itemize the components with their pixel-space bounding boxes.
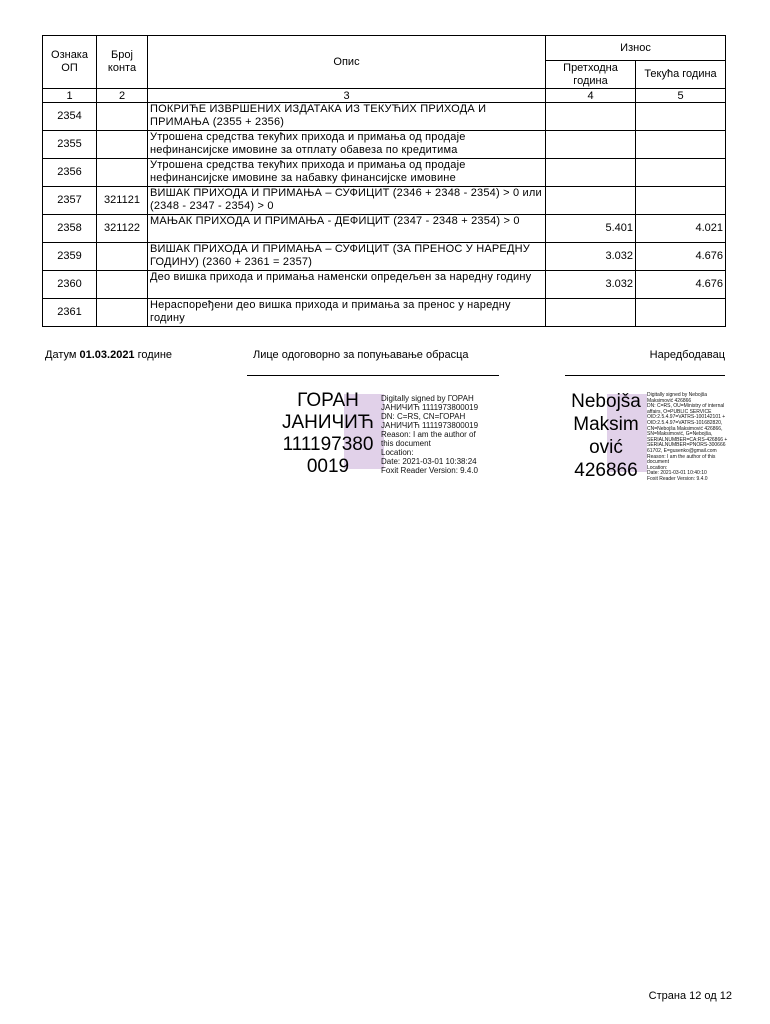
row-curr	[636, 299, 726, 327]
index-cell: 1	[43, 89, 97, 103]
row-desc: ВИШАК ПРИХОДА И ПРИМАЊА – СУФИЦИТ (2346 + 2348 - 2354) > 0 или (2348 - 2347 - 2354) > 0	[148, 187, 546, 215]
header-opis: Опис	[148, 36, 546, 89]
table-row	[43, 159, 726, 187]
date-prefix: Датум	[45, 349, 77, 361]
signature-line-authorizer	[565, 375, 725, 376]
signer-name: Nebojša Maksim ović 426866	[571, 391, 641, 481]
header-prethodna: Претходна година	[546, 61, 636, 89]
row-code: 2356	[43, 159, 97, 187]
row-desc: Нераспоређени део вишка прихода и примања за пренос у наредну годину	[148, 299, 546, 327]
row-prev	[546, 131, 636, 159]
row-konto: 321122	[97, 215, 148, 243]
index-cell: 4	[546, 89, 636, 103]
row-prev: 3.032	[546, 243, 636, 271]
row-prev	[546, 159, 636, 187]
row-prev: 3.032	[546, 271, 636, 299]
table-row	[43, 215, 726, 243]
digital-signature-authorizer	[565, 390, 728, 482]
row-konto	[97, 271, 148, 299]
row-konto: 321121	[97, 187, 148, 215]
table-row	[43, 103, 726, 131]
signature-details: Digitally signed by Nebojša Maksimović 426866 DN: C=RS, OU=Ministry of internal affairs, O=PUBLIC SERVICE OID:2.5.4.97=VATRS-100142101 + OID:2.5.4.97=VATRS-101682820, CN=Nebojša Maksimović 426866, SN=Maksimović, G=Nebojša, SERIALNUMBER=CA:RS-426866 + SERIALNUMBER=PNORS-300666 61702, E=gusenko@gmail.com Reason: I am the author of this document Location: Date: 2021-03-01 10:40:10 Foxit Reader Version: 9.4.0	[647, 392, 728, 482]
digital-signature-responsible	[272, 390, 492, 480]
row-code: 2355	[43, 131, 97, 159]
signature-line-responsible	[247, 375, 499, 376]
index-cell: 5	[636, 89, 726, 103]
table-row	[43, 243, 726, 271]
row-konto	[97, 159, 148, 187]
index-cell: 3	[148, 89, 546, 103]
index-row	[43, 89, 726, 103]
header-iznos: Износ	[546, 36, 726, 61]
date-suffix: године	[137, 349, 173, 361]
page-number: Страна 12 од 12	[648, 990, 732, 1002]
row-desc: ПОКРИЋЕ ИЗВРШЕНИХ ИЗДАТАКА ИЗ ТЕКУЋИХ ПРИХОДА И ПРИМАЊА (2355 + 2356)	[148, 103, 546, 131]
table-row	[43, 131, 726, 159]
row-code: 2358	[43, 215, 97, 243]
index-cell: 2	[97, 89, 148, 103]
row-konto	[97, 299, 148, 327]
row-code: 2357	[43, 187, 97, 215]
authorizer-label: Наредбодавац	[649, 349, 725, 361]
row-code: 2354	[43, 103, 97, 131]
row-desc: Утрошена средства текућих прихода и примања од продаје нефинансијске имовине за набавку финансијске имовине	[148, 159, 546, 187]
signature-details: Digitally signed by ГОРАН ЈАНИЧИЋ 1111973800019 DN: C=RS, CN=ГОРАН ЈАНИЧИЋ 1111973800019 Reason: I am the author of this document Location: Date: 2021-03-01 10:38:24 Foxit Reader Version: 9.4.0	[381, 394, 479, 475]
footer-date	[45, 349, 172, 361]
financial-table	[42, 35, 726, 327]
row-desc: ВИШАК ПРИХОДА И ПРИМАЊА – СУФИЦИТ (ЗА ПРЕНОС У НАРЕДНУ ГОДИНУ) (2360 + 2361 = 2357)	[148, 243, 546, 271]
row-desc: Део вишка прихода и примања наменски опредељен за наредну годину	[148, 271, 546, 299]
row-konto	[97, 131, 148, 159]
row-prev	[546, 187, 636, 215]
row-curr: 4.676	[636, 243, 726, 271]
row-curr	[636, 159, 726, 187]
row-curr: 4.676	[636, 271, 726, 299]
row-code: 2360	[43, 271, 97, 299]
row-code: 2361	[43, 299, 97, 327]
row-curr	[636, 103, 726, 131]
row-prev	[546, 299, 636, 327]
row-desc: МАЊАК ПРИХОДА И ПРИМАЊА - ДЕФИЦИТ (2347 - 2348 + 2354) > 0	[148, 215, 546, 243]
row-prev: 5.401	[546, 215, 636, 243]
table-row	[43, 299, 726, 327]
row-curr: 4.021	[636, 215, 726, 243]
row-konto	[97, 243, 148, 271]
header-oznaka: Ознака ОП	[43, 36, 97, 89]
row-curr	[636, 131, 726, 159]
row-desc: Утрошена средства текућих прихода и примања од продаје нефинансијске имовине за отплату обавеза по кредитима	[148, 131, 546, 159]
row-code: 2359	[43, 243, 97, 271]
table-row	[43, 187, 726, 215]
row-konto	[97, 103, 148, 131]
header-broj-konta: Број конта	[97, 36, 148, 89]
date-value: 01.03.2021	[79, 349, 135, 361]
row-curr	[636, 187, 726, 215]
signer-name: ГОРАН ЈАНИЧИЋ 111197380 0019	[281, 390, 375, 477]
table-row	[43, 271, 726, 299]
row-prev	[546, 103, 636, 131]
header-tekuca: Текућа година	[636, 61, 726, 89]
responsible-person-label: Лице одоговорно за попуњавање обрасца	[253, 349, 469, 361]
